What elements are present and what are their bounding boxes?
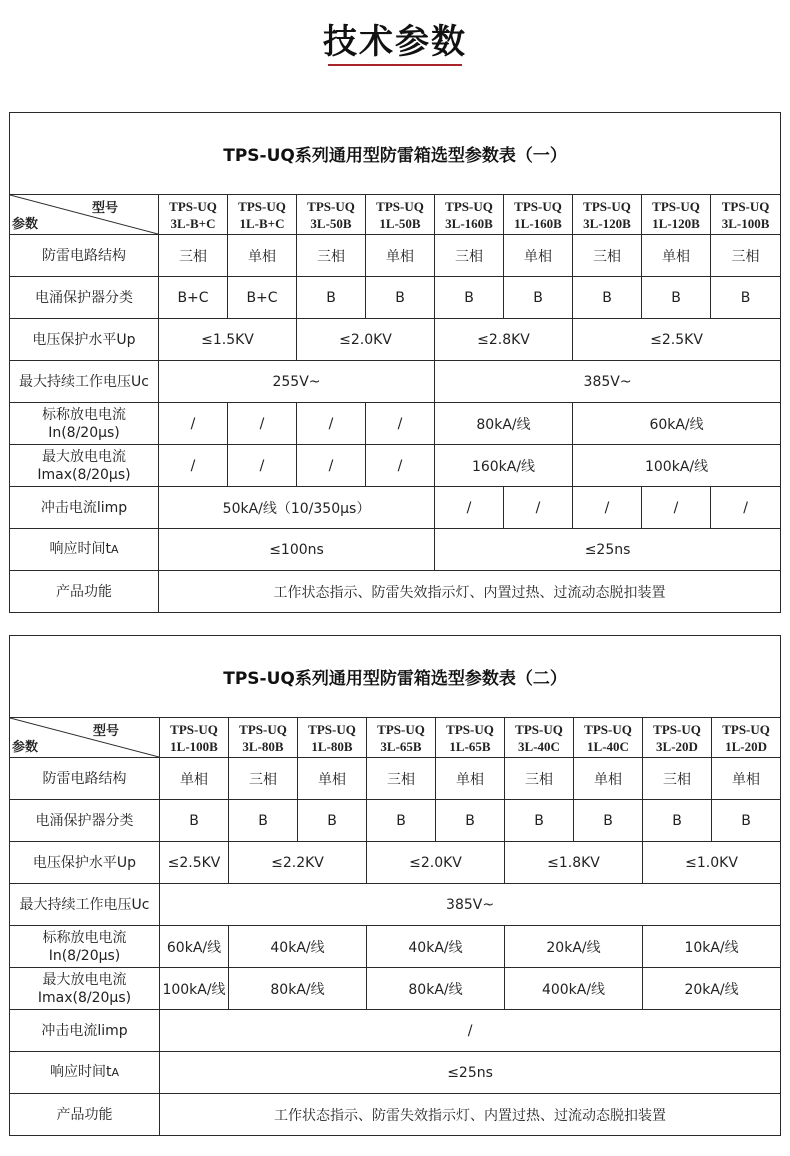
- model-series: TPS-UQ: [583, 198, 631, 214]
- table-cell: ≤2.2KV: [229, 842, 367, 884]
- model-series: TPS-UQ: [722, 721, 770, 737]
- table-cell: B: [229, 800, 298, 842]
- model-series: TPS-UQ: [721, 198, 770, 214]
- table-cell: B: [573, 277, 642, 319]
- model-header-8: [712, 718, 781, 758]
- model-code: 1L-B+C: [239, 215, 285, 231]
- table-cell: 160kA/线: [435, 445, 573, 487]
- row-label: [10, 842, 160, 884]
- table-cell: /: [159, 445, 228, 487]
- table-row: [10, 403, 781, 445]
- model-code: 3L-80B: [242, 738, 284, 754]
- model-header-1: [228, 195, 297, 235]
- row-label-line: In(8/20μs): [48, 424, 120, 441]
- caption-row: [10, 636, 781, 718]
- row-label-line: 最大持续工作电压Uc: [19, 373, 149, 390]
- label-subscript: A: [110, 543, 119, 556]
- model-series: TPS-UQ: [307, 198, 355, 214]
- header-param-label: 参数: [12, 217, 39, 232]
- row-label: 响应时间tA: [10, 1052, 160, 1094]
- table-caption: TPS-UQ系列通用型防雷箱选型参数表（一）: [10, 113, 781, 195]
- table-row: [10, 319, 781, 361]
- table-cell: 三相: [711, 235, 781, 277]
- title-underline: [328, 64, 462, 66]
- model-code: 3L-20D: [656, 738, 698, 754]
- model-header-6: [574, 718, 643, 758]
- table-cell: 单相: [574, 758, 643, 800]
- row-label-line: 最大放电电流: [42, 448, 126, 465]
- table-cell: 385V~: [435, 361, 781, 403]
- table-cell: ≤2.5KV: [160, 842, 229, 884]
- model-series: TPS-UQ: [238, 198, 286, 214]
- table-row: [10, 277, 781, 319]
- table-cell: 40kA/线: [229, 926, 367, 968]
- table-cell: 单相: [712, 758, 781, 800]
- model-code: 1L-40C: [587, 738, 629, 754]
- table-cell: /: [366, 403, 435, 445]
- table-cell: 工作状态指示、防雷失效指示灯、内置过热、过流动态脱扣装置: [159, 571, 781, 613]
- table-cell: 20kA/线: [643, 968, 781, 1010]
- model-series: TPS-UQ: [445, 198, 493, 214]
- row-label-line: 电涌保护器分类: [35, 289, 133, 306]
- table-row: [10, 235, 781, 277]
- row-label: [10, 1010, 160, 1052]
- model-header-2: [297, 195, 366, 235]
- table-cell: /: [504, 487, 573, 529]
- model-series: TPS-UQ: [376, 198, 424, 214]
- table-cell: B: [297, 277, 366, 319]
- table-row: [10, 842, 781, 884]
- row-label: [10, 319, 159, 361]
- model-header-7: [643, 718, 712, 758]
- model-header-2: [298, 718, 367, 758]
- table-cell: B: [436, 800, 505, 842]
- model-series: TPS-UQ: [515, 721, 563, 737]
- table-cell: ≤2.0KV: [367, 842, 505, 884]
- model-series: TPS-UQ: [170, 721, 218, 737]
- model-series: TPS-UQ: [514, 198, 562, 214]
- table-row: [10, 968, 781, 1010]
- table-cell: /: [573, 487, 642, 529]
- model-header-3: [367, 718, 436, 758]
- model-header-7: [642, 195, 711, 235]
- table-cell: 400kA/线: [505, 968, 643, 1010]
- table-row: [10, 361, 781, 403]
- table-cell: B: [367, 800, 436, 842]
- table-cell: ≤2.0KV: [297, 319, 435, 361]
- row-label-line: 冲击电流limp: [41, 1022, 128, 1039]
- table-cell: B: [298, 800, 367, 842]
- table-cell: /: [228, 403, 297, 445]
- label-subscript: A: [111, 1066, 120, 1079]
- row-label-line: 冲击电流limp: [40, 499, 128, 516]
- table-cell: 80kA/线: [435, 403, 573, 445]
- table-cell: ≤1.8KV: [505, 842, 643, 884]
- row-label-line: Imax(8/20μs): [37, 466, 131, 483]
- table-row: [10, 445, 781, 487]
- model-series: TPS-UQ: [377, 721, 425, 737]
- model-code: 3L-B+C: [170, 215, 216, 231]
- table-row: [10, 487, 781, 529]
- spec-table-2: [9, 635, 781, 1136]
- table-cell: /: [159, 403, 228, 445]
- table-cell: 单相: [228, 235, 297, 277]
- table-row: [10, 800, 781, 842]
- row-label-line: 电压保护水平Up: [32, 331, 136, 348]
- table-cell: /: [160, 1010, 781, 1052]
- row-label-line: Imax(8/20μs): [37, 989, 132, 1006]
- model-code: 1L-80B: [311, 738, 353, 754]
- row-label: [10, 277, 159, 319]
- spec-table-1: [9, 112, 781, 613]
- model-header-4: [436, 718, 505, 758]
- table-cell: 三相: [573, 235, 642, 277]
- row-label-line: 电压保护水平Up: [32, 854, 137, 871]
- table-cell: B: [505, 800, 574, 842]
- diagonal-header-cell: [10, 195, 159, 235]
- model-code: 3L-40C: [518, 738, 560, 754]
- row-label: [10, 968, 160, 1010]
- row-label: [10, 361, 159, 403]
- table-cell: 三相: [435, 235, 504, 277]
- table-cell: /: [297, 403, 366, 445]
- table-cell: B+C: [159, 277, 228, 319]
- table-cell: /: [297, 445, 366, 487]
- table-caption: TPS-UQ系列通用型防雷箱选型参数表（二）: [10, 636, 781, 718]
- model-code: 1L-120B: [652, 215, 700, 231]
- table-cell: 100kA/线: [160, 968, 229, 1010]
- table-cell: ≤1.5KV: [159, 319, 297, 361]
- table-cell: 工作状态指示、防雷失效指示灯、内置过热、过流动态脱扣装置: [160, 1094, 781, 1136]
- table-cell: B: [160, 800, 229, 842]
- model-series: TPS-UQ: [308, 721, 356, 737]
- table-cell: 单相: [436, 758, 505, 800]
- row-label-line: 防雷电路结构: [42, 770, 127, 787]
- table-cell: 单相: [366, 235, 435, 277]
- table-cell: B+C: [228, 277, 297, 319]
- header-row: [10, 718, 781, 758]
- table-cell: 80kA/线: [367, 968, 505, 1010]
- model-header-8: [711, 195, 781, 235]
- table-cell: ≤100ns: [159, 529, 435, 571]
- model-code: 3L-50B: [310, 215, 352, 231]
- table-cell: 60kA/线: [573, 403, 781, 445]
- table-cell: B: [642, 277, 711, 319]
- table-row: [10, 1010, 781, 1052]
- model-header-5: [505, 718, 574, 758]
- table-cell: 三相: [159, 235, 228, 277]
- model-header-0: [160, 718, 229, 758]
- table-row: [10, 884, 781, 926]
- table-cell: ≤2.5KV: [573, 319, 781, 361]
- table-cell: ≤25ns: [435, 529, 781, 571]
- table-cell: 100kA/线: [573, 445, 781, 487]
- row-label-line: 产品功能: [56, 583, 112, 600]
- table-cell: 三相: [367, 758, 436, 800]
- row-label-line: 产品功能: [56, 1106, 113, 1123]
- row-label: 响应时间tA: [10, 529, 159, 571]
- row-label-line: 防雷电路结构: [42, 247, 126, 264]
- row-label: [10, 1094, 160, 1136]
- table-cell: 10kA/线: [643, 926, 781, 968]
- table-cell: ≤25ns: [160, 1052, 781, 1094]
- model-header-0: [159, 195, 228, 235]
- table-row: [10, 1052, 781, 1094]
- table-cell: 60kA/线: [160, 926, 229, 968]
- table-cell: /: [366, 445, 435, 487]
- model-code: 3L-65B: [380, 738, 422, 754]
- caption-row: [10, 113, 781, 195]
- model-code: 1L-50B: [379, 215, 421, 231]
- model-header-5: [504, 195, 573, 235]
- table-cell: 单相: [160, 758, 229, 800]
- row-label-line: 最大持续工作电压Uc: [19, 896, 150, 913]
- table-row: [10, 1094, 781, 1136]
- model-series: TPS-UQ: [584, 721, 632, 737]
- model-header-3: [366, 195, 435, 235]
- table-cell: B: [366, 277, 435, 319]
- table-cell: ≤1.0KV: [643, 842, 781, 884]
- table-cell: 单相: [504, 235, 573, 277]
- table-cell: 80kA/线: [229, 968, 367, 1010]
- table-cell: 50kA/线（10/350μs）: [159, 487, 435, 529]
- table-row: [10, 758, 781, 800]
- table-cell: B: [435, 277, 504, 319]
- row-label: [10, 235, 159, 277]
- model-series: TPS-UQ: [169, 198, 217, 214]
- table-cell: 三相: [229, 758, 298, 800]
- table-cell: 三相: [297, 235, 366, 277]
- row-label: [10, 445, 159, 487]
- model-series: TPS-UQ: [446, 721, 494, 737]
- model-code: 3L-160B: [445, 215, 493, 231]
- table-cell: 三相: [643, 758, 712, 800]
- row-label: [10, 487, 159, 529]
- row-label: [10, 800, 160, 842]
- model-code: 3L-100B: [721, 215, 770, 231]
- table-cell: 三相: [505, 758, 574, 800]
- model-series: TPS-UQ: [652, 198, 700, 214]
- table-cell: ≤2.8KV: [435, 319, 573, 361]
- row-label: [10, 926, 160, 968]
- table-cell: /: [642, 487, 711, 529]
- diagonal-header-cell: [10, 718, 160, 758]
- model-header-4: [435, 195, 504, 235]
- header-model-label: 型号: [92, 724, 119, 739]
- table-cell: 40kA/线: [367, 926, 505, 968]
- page-title: 技术参数: [323, 22, 467, 62]
- row-label-line: In(8/20μs): [48, 947, 121, 964]
- model-series: TPS-UQ: [239, 721, 287, 737]
- model-header-1: [229, 718, 298, 758]
- model-code: 1L-65B: [449, 738, 491, 754]
- model-code: 1L-160B: [514, 215, 562, 231]
- table-cell: B: [643, 800, 712, 842]
- table-cell: 385V~: [160, 884, 781, 926]
- header-row: [10, 195, 781, 235]
- row-label-line: 最大放电电流: [42, 971, 127, 988]
- header-model-label: 型号: [91, 201, 118, 216]
- table-cell: B: [712, 800, 781, 842]
- table-cell: B: [711, 277, 781, 319]
- row-label: [10, 758, 160, 800]
- table-row: [10, 926, 781, 968]
- header-param-label: 参数: [12, 740, 39, 755]
- row-label: [10, 571, 159, 613]
- model-header-6: [573, 195, 642, 235]
- row-label-line: 标称放电电流: [42, 406, 126, 423]
- table-cell: /: [228, 445, 297, 487]
- table-cell: 单相: [642, 235, 711, 277]
- row-label: [10, 884, 160, 926]
- table-cell: 20kA/线: [505, 926, 643, 968]
- row-label-line: 电涌保护器分类: [35, 812, 134, 829]
- model-code: 3L-120B: [583, 215, 631, 231]
- table-row: [10, 529, 781, 571]
- table-row: [10, 571, 781, 613]
- row-label: [10, 403, 159, 445]
- model-series: TPS-UQ: [653, 721, 701, 737]
- model-code: 1L-100B: [170, 738, 218, 754]
- row-label-line: 标称放电电流: [42, 929, 127, 946]
- table-cell: /: [711, 487, 781, 529]
- table-cell: B: [574, 800, 643, 842]
- table-cell: 单相: [298, 758, 367, 800]
- model-code: 1L-20D: [725, 738, 767, 754]
- table-cell: /: [435, 487, 504, 529]
- table-cell: B: [504, 277, 573, 319]
- table-cell: 255V~: [159, 361, 435, 403]
